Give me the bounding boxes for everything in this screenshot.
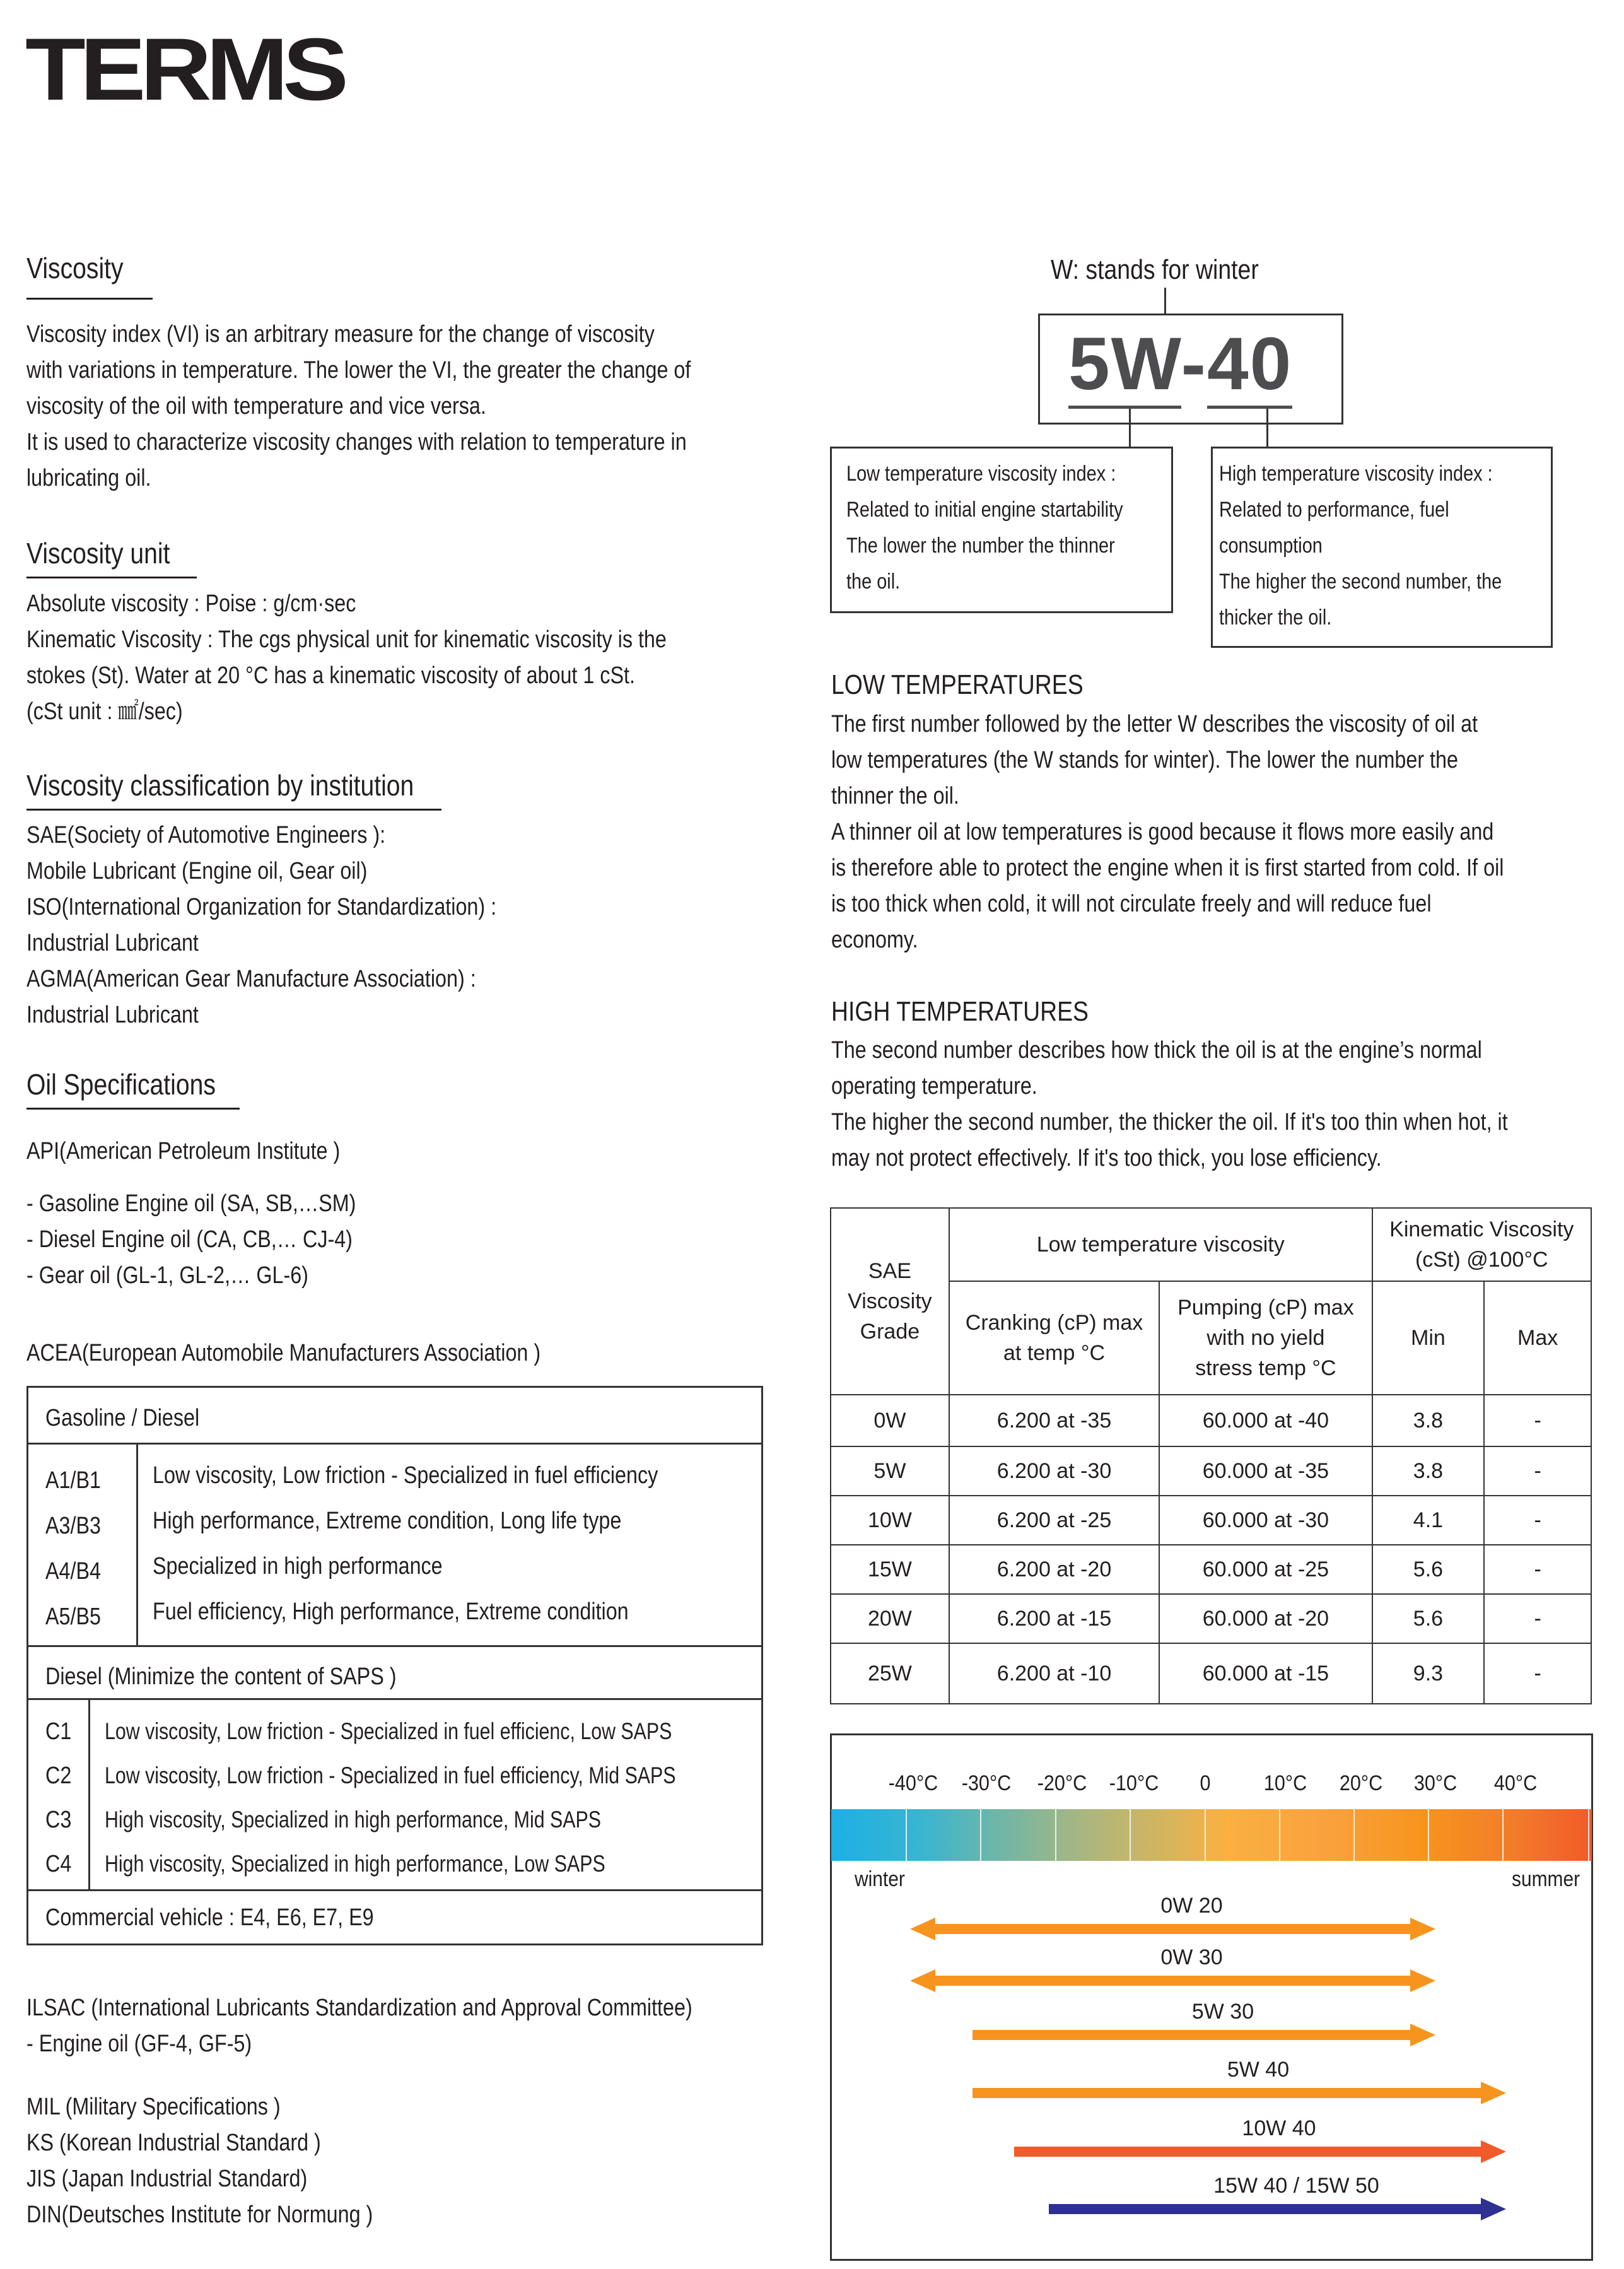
winter-label: winter bbox=[855, 1867, 905, 1891]
tick-label: 40°C bbox=[1493, 1771, 1538, 1795]
grade-label: 5W-40 bbox=[1068, 327, 1292, 401]
list-item: - Diesel Engine oil (CA, CB,… CJ-4) bbox=[26, 1226, 353, 1253]
oil-specs-heading: Oil Specifications bbox=[26, 1068, 216, 1101]
header-cranking: Cranking (cP) max at temp °C bbox=[949, 1281, 1159, 1395]
tick-label: 20°C bbox=[1339, 1771, 1383, 1795]
header-max: Max bbox=[1484, 1281, 1591, 1395]
arrow-head-left bbox=[910, 1918, 935, 1940]
tick-label: -20°C bbox=[1037, 1771, 1087, 1795]
acea-diesel-codes: C1 C2 C3 C4 bbox=[45, 1718, 72, 1877]
acea-gasoline-header: Gasoline / Diesel bbox=[45, 1405, 200, 1431]
bar-divider bbox=[906, 1809, 907, 1861]
heading-underline bbox=[26, 298, 153, 300]
list-item: KS (Korean Industrial Standard ) bbox=[26, 2130, 321, 2156]
high-temps-paragraph: The second number describes how thick the oil is at the engine’s normal operating temperature. The higher the second number, the thicker the oil. If it's too thin when hot, it may not protect effectively. If it's too thick, you lose efficiency. bbox=[831, 1037, 1508, 1171]
viscosity-paragraph: Viscosity index (VI) is an arbitrary measure for the change of viscosity with variations in temperature. The lower the VI, the greater the change of viscosity of the oil with temperature and vice versa. It is used to characterize viscosity changes with relation to temperature in lubricating oil. bbox=[26, 321, 691, 491]
temperature-ticks bbox=[831, 1771, 1592, 1803]
header-kinematic: Kinematic Viscosity (cSt) @100°C bbox=[1372, 1208, 1591, 1281]
bar-divider bbox=[1279, 1809, 1280, 1861]
sae-viscosity-table bbox=[830, 1207, 1592, 1704]
header-pumping: Pumping (cP) max with no yield stress temp °C bbox=[1159, 1281, 1372, 1395]
viscosity-unit-paragraph: Absolute viscosity : Poise : g/cm·sec Kinematic Viscosity : The cgs physical unit for kinematic viscosity is the stokes (St). Water at 20 °C has a kinematic viscosity of about 1 cSt. (cSt unit : ㎟/sec) bbox=[26, 590, 667, 725]
arrow-label: 10W 40 bbox=[1242, 2116, 1316, 2140]
arrow-head-right bbox=[1410, 1969, 1435, 1992]
arrow-label: 5W 30 bbox=[1191, 2000, 1254, 2024]
list-item: - Gasoline Engine oil (SA, SB,…SM) bbox=[26, 1190, 356, 1217]
range-arrow bbox=[973, 2000, 1435, 2046]
tick-label: 10°C bbox=[1263, 1771, 1307, 1795]
api-list bbox=[26, 1186, 356, 1294]
range-arrow bbox=[910, 1945, 1435, 1992]
arrow-head-right bbox=[1481, 2198, 1506, 2220]
heading-underline bbox=[26, 1108, 240, 1110]
arrow-shaft bbox=[933, 1924, 1413, 1934]
bar-divider bbox=[1205, 1809, 1206, 1861]
table-row: 20W 6.200 at -15 60.000 at -20 5.6 - bbox=[831, 1594, 1591, 1643]
bar-divider bbox=[1588, 1809, 1589, 1861]
low-temp-box-text: Low temperature viscosity index : Related to initial engine startability The lower the number the thinner the oil. bbox=[846, 462, 1123, 594]
arrow-shaft bbox=[933, 1976, 1413, 1986]
viscosity-range-arrows bbox=[831, 1886, 1592, 2252]
ilsac-text: ILSAC (International Lubricants Standardization and Approval Committee) - Engine oil (GF-4, GF-5) bbox=[26, 1995, 692, 2057]
heading-underline bbox=[26, 577, 197, 578]
low-temps-paragraph: The first number followed by the letter W describes the viscosity of oil at low temperatures (the W stands for winter). The lower the number the thinner the oil. A thinner oil at low temperatures is good because it flows more easily and is therefore able to protect the engine when it is first started from cold. If oil is too thick when cold, it will not circulate freely and will reduce fuel economy. bbox=[831, 711, 1504, 953]
tick-label: -30°C bbox=[961, 1771, 1012, 1795]
range-arrow bbox=[910, 1894, 1435, 1940]
bar-divider bbox=[1353, 1809, 1355, 1861]
high-temps-heading: HIGH TEMPERATURES bbox=[831, 996, 1089, 1027]
table-row: 25W 6.200 at -10 60.000 at -15 9.3 - bbox=[831, 1643, 1591, 1704]
classification-paragraph: SAE(Society of Automotive Engineers ): Mobile Lubricant (Engine oil, Gear oil) ISO(International Organization for Standardization) : Industrial Lubricant AGMA(American Gear Manufacture Association) : Industrial Lubricant bbox=[26, 822, 497, 1028]
acea-diesel-descs: Low viscosity, Low friction - Specialized in fuel efficienc, Low SAPS Low viscosity, Low friction - Specialized in fuel efficiency, Mid SAPS High viscosity, Specialized in high performance, Mid SAPS High viscosity, Specialized in high performance, Low SAPS bbox=[105, 1718, 676, 1877]
table-row: 5W 6.200 at -30 60.000 at -35 3.8 - bbox=[831, 1446, 1591, 1496]
arrow-shaft bbox=[1049, 2204, 1483, 2214]
bar-divider bbox=[1130, 1809, 1131, 1861]
bar-divider bbox=[1428, 1809, 1429, 1861]
tick-label: -10°C bbox=[1109, 1771, 1159, 1795]
winter-label: W: stands for winter bbox=[1051, 254, 1259, 285]
table-row: 15W 6.200 at -20 60.000 at -25 5.6 - bbox=[831, 1545, 1591, 1594]
high-temp-box-text: High temperature viscosity index : Related to performance, fuel consumption The higher the second number, the thicker the oil. bbox=[1219, 462, 1502, 630]
arrow-head-right bbox=[1410, 1918, 1435, 1940]
range-arrow bbox=[1014, 2116, 1506, 2163]
header-min: Min bbox=[1372, 1281, 1485, 1395]
low-temps-heading: LOW TEMPERATURES bbox=[831, 669, 1084, 700]
temperature-gradient-bar bbox=[831, 1809, 1592, 1861]
acea-gasoline-codes: A1/B1 A3/B3 A4/B4 A5/B5 bbox=[45, 1467, 102, 1630]
acea-commercial: Commercial vehicle : E4, E6, E7, E9 bbox=[45, 1904, 374, 1931]
acea-label: ACEA(European Automobile Manufacturers Association ) bbox=[26, 1340, 541, 1366]
arrow-shaft bbox=[1014, 2147, 1483, 2157]
tick-label: -40°C bbox=[888, 1771, 938, 1795]
bar-divider bbox=[1502, 1809, 1504, 1861]
page-title: TERMS bbox=[25, 20, 343, 119]
range-arrow bbox=[1049, 2174, 1506, 2220]
list-item: - Gear oil (GL-1, GL-2,… GL-6) bbox=[26, 1262, 308, 1289]
bar-divider bbox=[980, 1809, 981, 1861]
range-arrow bbox=[973, 2058, 1506, 2104]
heading-underline bbox=[26, 809, 441, 811]
table-row: 10W 6.200 at -25 60.000 at -30 4.1 - bbox=[831, 1496, 1591, 1545]
tick-label: 30°C bbox=[1413, 1771, 1458, 1795]
arrow-head-left bbox=[910, 1969, 935, 1992]
api-label: API(American Petroleum Institute ) bbox=[26, 1138, 341, 1164]
header-grade: SAE Viscosity Grade bbox=[831, 1208, 949, 1395]
arrow-shaft bbox=[973, 2030, 1413, 2040]
arrow-label: 15W 40 / 15W 50 bbox=[1213, 2174, 1379, 2198]
list-item: JIS (Japan Industrial Standard) bbox=[26, 2166, 308, 2192]
acea-diesel-header: Diesel (Minimize the content of SAPS ) bbox=[45, 1663, 397, 1690]
summer-label: summer bbox=[1512, 1867, 1580, 1891]
list-item: MIL (Military Specifications ) bbox=[26, 2094, 281, 2120]
tick-label: 0 bbox=[1200, 1771, 1211, 1795]
classification-heading: Viscosity classification by institution bbox=[26, 769, 414, 802]
arrow-label: 0W 20 bbox=[1160, 1894, 1223, 1918]
arrow-head-right bbox=[1481, 2082, 1506, 2104]
arrow-head-right bbox=[1410, 2024, 1435, 2046]
bar-divider bbox=[1055, 1809, 1056, 1861]
table-row: 0W 6.200 at -35 60.000 at -40 3.8 - bbox=[831, 1395, 1591, 1446]
arrow-head-right bbox=[1481, 2140, 1506, 2163]
arrow-label: 5W 40 bbox=[1227, 2058, 1290, 2082]
acea-gasoline-descs: Low viscosity, Low friction - Specialized in fuel efficiency High performance, Extreme condition, Long life type Specialized in high performance Fuel efficiency, High performance, Extreme condition bbox=[153, 1462, 658, 1625]
other-standards bbox=[26, 2089, 373, 2233]
viscosity-heading: Viscosity bbox=[26, 252, 124, 284]
arrow-label: 0W 30 bbox=[1160, 1945, 1223, 1969]
header-low-temp: Low temperature viscosity bbox=[949, 1208, 1372, 1281]
list-item: DIN(Deutsches Institute for Normung ) bbox=[26, 2202, 373, 2228]
arrow-shaft bbox=[973, 2088, 1483, 2098]
viscosity-unit-heading: Viscosity unit bbox=[26, 537, 170, 570]
